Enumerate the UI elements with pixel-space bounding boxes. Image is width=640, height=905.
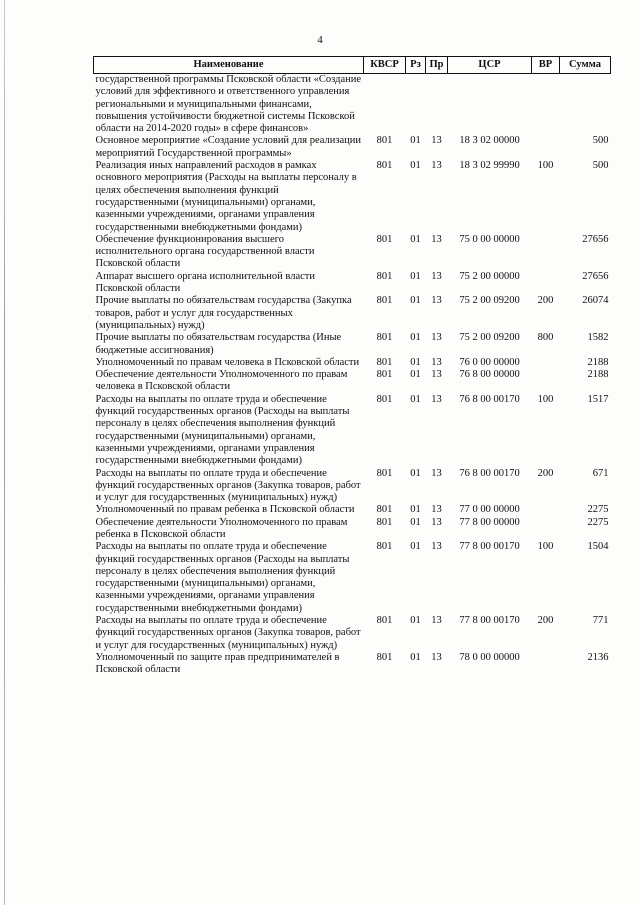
header-kvsr: КВСР (364, 57, 406, 74)
cell-vr (532, 74, 560, 136)
header-vr: ВР (532, 57, 560, 74)
cell-kvsr: 801 (376, 270, 393, 282)
cell-name: государственной программы Псковской области «Создание условий для эффективного и ответственного управления региональными и муниципальными финансами, повышения устойчивости бюджетной системы Псковской области на 2014-2020 годы» в сфере финансов» (95, 74, 362, 135)
scan-edge (4, 0, 5, 905)
cell-sum: 2275 (587, 504, 609, 516)
cell-rz: 01 (410, 356, 421, 368)
cell-pr: 13 (431, 516, 442, 528)
cell-csr: 75 0 00 00000 (459, 233, 520, 245)
cell-vr: 200 (537, 295, 554, 307)
cell-sum: 2188 (587, 356, 609, 368)
cell-name: Обеспечение функционирования высшего исполнительного органа государственной власти Псковской области (95, 233, 315, 270)
cell-sum: 2136 (587, 651, 609, 663)
header-pr: Пр (426, 57, 448, 74)
cell-kvsr: 801 (376, 295, 393, 307)
cell-sum: 2188 (587, 369, 609, 381)
cell-kvsr: 801 (376, 233, 393, 245)
cell-kvsr (364, 74, 406, 136)
cell-name: Уполномоченный по правам человека в Псковской области (95, 356, 360, 368)
cell-kvsr: 801 (376, 393, 393, 405)
cell-pr: 13 (431, 467, 442, 479)
cell-csr: 78 0 00 00000 (459, 651, 520, 663)
cell-rz: 01 (410, 393, 421, 405)
cell-sum (560, 74, 611, 136)
cell-kvsr: 801 (376, 467, 393, 479)
cell-rz: 01 (410, 295, 421, 307)
cell-kvsr: 801 (376, 135, 393, 147)
table-row (94, 369, 611, 394)
cell-kvsr: 801 (376, 160, 393, 172)
cell-pr: 13 (431, 356, 442, 368)
cell-sum: 771 (592, 615, 609, 627)
cell-vr (532, 369, 560, 394)
cell-csr: 77 0 00 00000 (459, 504, 520, 516)
cell-name: Прочие выплаты по обязательствам государства (Закупка товаров, работ и услуг для государственных (муниципальных) нужд) (95, 295, 352, 331)
cell-pr: 13 (431, 233, 442, 245)
cell-csr: 75 2 00 09200 (459, 332, 520, 344)
cell-pr: 13 (431, 651, 442, 663)
cell-vr (532, 357, 560, 369)
cell-rz: 01 (410, 135, 421, 147)
cell-rz: 01 (410, 270, 421, 282)
table-row (94, 541, 611, 615)
cell-name: Расходы на выплаты по оплате труда и обеспечение функций государственных органов (Закупка товаров, работ и услуг для государственных (муниципальных) нужд) (95, 467, 361, 504)
cell-kvsr: 801 (376, 541, 393, 553)
header-sum: Сумма (560, 57, 611, 74)
cell-vr: 100 (537, 160, 554, 172)
cell-rz: 01 (410, 369, 421, 381)
cell-kvsr: 801 (376, 615, 393, 627)
cell-vr (532, 271, 560, 296)
cell-pr: 13 (431, 160, 442, 172)
cell-name: Расходы на выплаты по оплате труда и обеспечение функций государственных органов (Расходы на выплаты персоналу в целях обеспечения выполнения функций государственными (муниципальными) органами, казенными учреждениями, органами управления государственными внебюджетными фондами) (95, 393, 350, 467)
cell-pr: 13 (431, 270, 442, 282)
cell-name: Обеспечение деятельности Уполномоченного по правам ребенка в Псковской области (95, 516, 348, 540)
cell-rz: 01 (410, 332, 421, 344)
cell-vr (532, 234, 560, 271)
cell-rz: 01 (410, 651, 421, 663)
cell-pr: 13 (431, 541, 442, 553)
cell-kvsr: 801 (376, 516, 393, 528)
cell-csr: 77 8 00 00170 (459, 615, 520, 627)
cell-csr: 76 8 00 00000 (459, 369, 520, 381)
cell-pr: 13 (431, 504, 442, 516)
cell-vr: 200 (537, 467, 554, 479)
table-row (94, 468, 611, 505)
page-number: 4 (317, 34, 323, 46)
cell-csr: 77 8 00 00000 (459, 516, 520, 528)
cell-name: Расходы на выплаты по оплате труда и обеспечение функций государственных органов (Расходы на выплаты персоналу в целях обеспечения выполнения функций государственными (муниципальными) органами, казенными учреждениями, органами управления государственными внебюджетными фондами) (95, 541, 350, 614)
cell-name: Уполномоченный по защите прав предпринимателей в Псковской области (95, 651, 340, 676)
table-row (94, 135, 611, 160)
cell-name: Обеспечение деятельности Уполномоченного по правам человека в Псковской области (95, 369, 348, 393)
cell-name: Прочие выплаты по обязательствам государства (Иные бюджетные ассигнования) (95, 332, 342, 356)
cell-rz: 01 (410, 541, 421, 553)
cell-pr: 13 (431, 332, 442, 344)
cell-sum: 1517 (587, 393, 609, 405)
cell-kvsr: 801 (376, 332, 393, 344)
cell-name: Уполномоченный по правам ребенка в Псковской области (95, 504, 355, 516)
cell-pr: 13 (431, 135, 442, 147)
cell-pr: 13 (431, 369, 442, 381)
cell-sum: 1504 (587, 541, 609, 553)
cell-pr: 13 (431, 393, 442, 405)
cell-kvsr: 801 (376, 356, 393, 368)
cell-vr (532, 504, 560, 516)
cell-csr: 76 0 00 00000 (459, 356, 520, 368)
cell-sum: 27656 (582, 233, 609, 245)
cell-rz: 01 (410, 160, 421, 172)
cell-vr: 800 (537, 332, 554, 344)
cell-name: Основное мероприятие «Создание условий для реализации мероприятий Государственной программы» (95, 135, 362, 159)
cell-vr: 100 (537, 393, 554, 405)
cell-csr: 75 2 00 09200 (459, 295, 520, 307)
cell-pr (426, 74, 448, 136)
table-row (94, 74, 611, 136)
cell-sum: 1582 (587, 332, 609, 344)
cell-kvsr: 801 (376, 651, 393, 663)
cell-sum: 27656 (582, 270, 609, 282)
cell-csr: 77 8 00 00170 (459, 541, 520, 553)
cell-kvsr: 801 (376, 504, 393, 516)
header-name: Наименование (94, 57, 364, 74)
cell-rz: 01 (410, 504, 421, 516)
table-row (94, 504, 611, 516)
budget-table (93, 56, 611, 677)
cell-sum: 26074 (582, 295, 609, 307)
cell-pr: 13 (431, 615, 442, 627)
cell-sum: 2275 (587, 516, 609, 528)
cell-kvsr: 801 (376, 369, 393, 381)
cell-rz (406, 74, 426, 136)
cell-vr: 100 (537, 541, 554, 553)
table-row (94, 332, 611, 357)
cell-rz: 01 (410, 233, 421, 245)
cell-rz: 01 (410, 467, 421, 479)
table-row (94, 357, 611, 369)
cell-csr: 18 3 02 00000 (459, 135, 520, 147)
cell-sum: 671 (592, 467, 609, 479)
table-body (94, 74, 611, 677)
cell-pr: 13 (431, 295, 442, 307)
table-row (94, 271, 611, 296)
cell-csr: 75 2 00 00000 (459, 270, 520, 282)
table-row (94, 295, 611, 332)
table-row (94, 160, 611, 234)
cell-csr (448, 74, 532, 136)
cell-sum: 500 (592, 135, 609, 147)
cell-name: Аппарат высшего органа исполнительной власти Псковской области (95, 270, 316, 295)
cell-name: Расходы на выплаты по оплате труда и обеспечение функций государственных органов (Закупка товаров, работ и услуг для государственных (муниципальных) нужд) (95, 615, 361, 651)
cell-rz: 01 (410, 615, 421, 627)
cell-vr: 200 (537, 615, 554, 627)
header-csr: ЦСР (448, 57, 532, 74)
cell-vr (532, 517, 560, 542)
cell-name: Реализация иных направлений расходов в рамках основного мероприятия (Расходы на выплаты персоналу в целях обеспечения выполнения функций государственными (муниципальными) органами, казенными учреждениями, органами управления государственными внебюджетными фондами) (95, 160, 357, 233)
table-row (94, 394, 611, 468)
cell-sum: 500 (592, 160, 609, 172)
table-row (94, 652, 611, 677)
header-rz: Рз (406, 57, 426, 74)
table-row (94, 234, 611, 271)
cell-csr: 18 3 02 99990 (459, 160, 520, 172)
table-header (94, 57, 611, 74)
cell-vr (532, 652, 560, 677)
cell-rz: 01 (410, 516, 421, 528)
table-row (94, 517, 611, 542)
table-row (94, 615, 611, 652)
cell-csr: 76 8 00 00170 (459, 393, 520, 405)
cell-vr (532, 135, 560, 160)
cell-csr: 76 8 00 00170 (459, 467, 520, 479)
